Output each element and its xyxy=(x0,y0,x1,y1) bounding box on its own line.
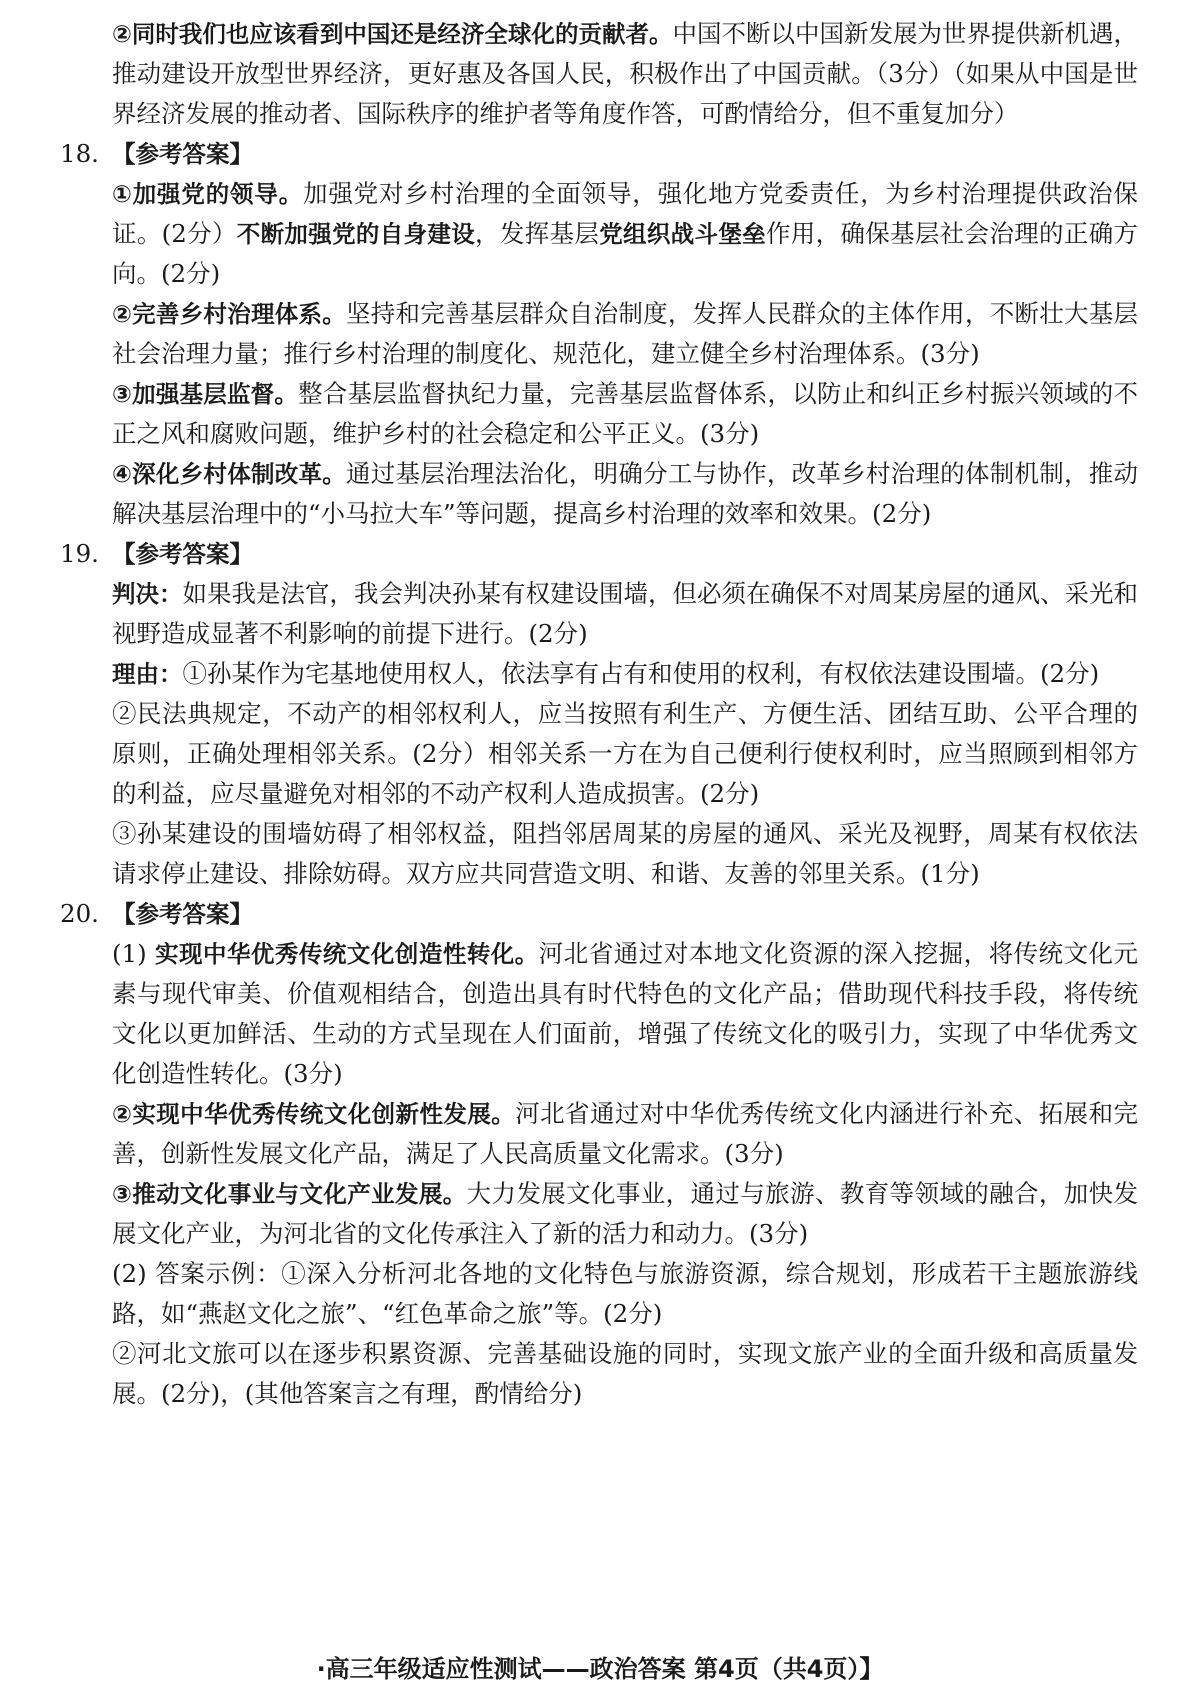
q19-reason xyxy=(0,654,1200,694)
q20-point-3-text: 大力发展文化事业，通过与旅游、教育等领域的融合，加快发展文化产业，为河北省的文化传承注入了新的活力和动力。(3分) xyxy=(112,1179,1138,1248)
q18-point-1-lead: ①加强党的领导。 xyxy=(112,180,304,208)
q18-point-4-text: 通过基层治理法治化，明确分工与协作，改革乡村治理的体制机制，推动解决基层治理中的“小马拉大车”等问题，提高乡村治理的效率和效果。(2分) xyxy=(112,459,1138,528)
q18-point-1-text2: ，发挥基层 xyxy=(475,219,600,248)
q20-part-2-example-1: (2) 答案示例：①深入分析河北各地的文化特色与旅游资源，综合规划，形成若干主题旅游线路，如“燕赵文化之旅”、“红色革命之旅”等。(2分) xyxy=(112,1259,1138,1328)
q18-point-3 xyxy=(0,374,1200,454)
q20-point-3 xyxy=(0,1174,1200,1254)
q20-heading xyxy=(0,894,1200,934)
q17-point-2-lead: ②同时我们也应该看到中国还是经济全球化的贡献者。 xyxy=(112,20,673,48)
q18-heading-label: 【参考答案】 xyxy=(112,140,253,168)
q20-point-3-lead: ③推动文化事业与文化产业发展。 xyxy=(112,1180,467,1208)
q18-point-1-text3: 作用，确保基层社会治理的正确方向。(2分) xyxy=(112,219,1139,288)
q20-point-1 xyxy=(0,934,1200,1094)
q18-heading xyxy=(0,134,1200,174)
q19-verdict-lead: 判决： xyxy=(112,580,183,608)
q17-point-2 xyxy=(0,14,1200,134)
q18-point-4 xyxy=(0,454,1200,534)
q19-point-2: ②民法典规定，不动产的相邻权利人，应当按照有利生产、方便生活、团结互助、公平合理的原则，正确处理相邻关系。(2分）相邻关系一方在为自己便利行使权利时，应当照顾到相邻方的利益，应尽量避免对相邻的不动产权利人造成损害。(2分) xyxy=(112,699,1138,808)
q18-number: 18. xyxy=(60,139,99,168)
q20-point-2 xyxy=(0,1094,1200,1174)
q19-verdict-text: 如果我是法官，我会判决孙某有权建设围墙，但必须在确保不对周某房屋的通风、采光和视野造成显著不利影响的前提下进行。(2分) xyxy=(112,579,1138,648)
q19-verdict xyxy=(0,574,1200,654)
q18-point-1-bold3: 党组织战斗堡垒 xyxy=(599,220,766,248)
q18-point-1-text1: 加强党对乡村治理的全面领导，强化地方党委责任，为乡村治理提供政治保证。(2分） xyxy=(112,179,1138,248)
page-footer: ·高三年级适应性测试——政治答案 第4页（共4页）】 xyxy=(316,1655,884,1683)
q18-point-4-lead: ④深化乡村体制改革。 xyxy=(112,460,346,488)
q19-reason-text: ①孙某作为宅基地使用权人，依法享有占有和使用的权利，有权依法建设围墙。(2分) xyxy=(182,659,1100,688)
q20-point-1-prefix: (1) xyxy=(112,939,155,968)
q20-point-1-lead: 实现中华优秀传统文化创造性转化。 xyxy=(154,940,539,968)
q17-point-2-text: 中国不断以中国新发展为世界提供新机遇，推动建设开放型世界经济，更好惠及各国人民，积极作出了中国贡献。（3分）（如果从中国是世界经济发展的推动者、国际秩序的维护者等角度作答，可酌情给分，但不重复加分） xyxy=(112,19,1138,128)
q18-point-2-lead: ②完善乡村治理体系。 xyxy=(112,300,346,328)
q19-point-3: ③孙某建设的围墙妨碍了相邻权益，阻挡邻居周某的房屋的通风、采光及视野，周某有权依法请求停止建设、排除妨碍。双方应共同营造文明、和谐、友善的邻里关系。(1分) xyxy=(112,819,1138,888)
q20-part-2-example-2: ②河北文旅可以在逐步积累资源、完善基础设施的同时，实现文旅产业的全面升级和高质量发展。(2分)，(其他答案言之有理，酌情给分) xyxy=(112,1339,1138,1408)
q18-point-3-text: 整合基层监督执纪力量，完善基层监督体系，以防止和纠正乡村振兴领域的不正之风和腐败问题，维护乡村的社会稳定和公平正义。(3分) xyxy=(112,379,1138,448)
q19-heading xyxy=(0,534,1200,574)
q20-point-2-text: 河北省通过对中华优秀传统文化内涵进行补充、拓展和完善，创新性发展文化产品，满足了人民高质量文化需求。(3分) xyxy=(112,1099,1138,1168)
q18-point-1 xyxy=(0,174,1200,294)
q19-heading-label: 【参考答案】 xyxy=(112,540,253,568)
q19-number: 19. xyxy=(60,539,99,568)
answer-page xyxy=(0,14,1200,1414)
q20-number: 20. xyxy=(60,899,99,928)
q18-point-1-bold2: 不断加强党的自身建设 xyxy=(236,220,476,248)
q18-point-2-text: 坚持和完善基层群众自治制度，发挥人民群众的主体作用，不断壮大基层社会治理力量；推行乡村治理的制度化、规范化，建立健全乡村治理体系。(3分) xyxy=(112,299,1138,368)
q20-heading-label: 【参考答案】 xyxy=(112,900,253,928)
q20-point-2-lead: ②实现中华优秀传统文化创新性发展。 xyxy=(112,1100,516,1128)
q18-point-3-lead: ③加强基层监督。 xyxy=(112,380,299,408)
q18-point-2 xyxy=(0,294,1200,374)
q20-point-1-text: 河北省通过对本地文化资源的深入挖掘，将传统文化元素与现代审美、价值观相结合，创造出具有时代特色的文化产品；借助现代科技手段，将传统文化以更加鲜活、生动的方式呈现在人们面前，增强了传统文化的吸引力，实现了中华优秀文化创造性转化。(3分) xyxy=(112,939,1139,1088)
q19-reason-lead: 理由： xyxy=(112,660,183,688)
